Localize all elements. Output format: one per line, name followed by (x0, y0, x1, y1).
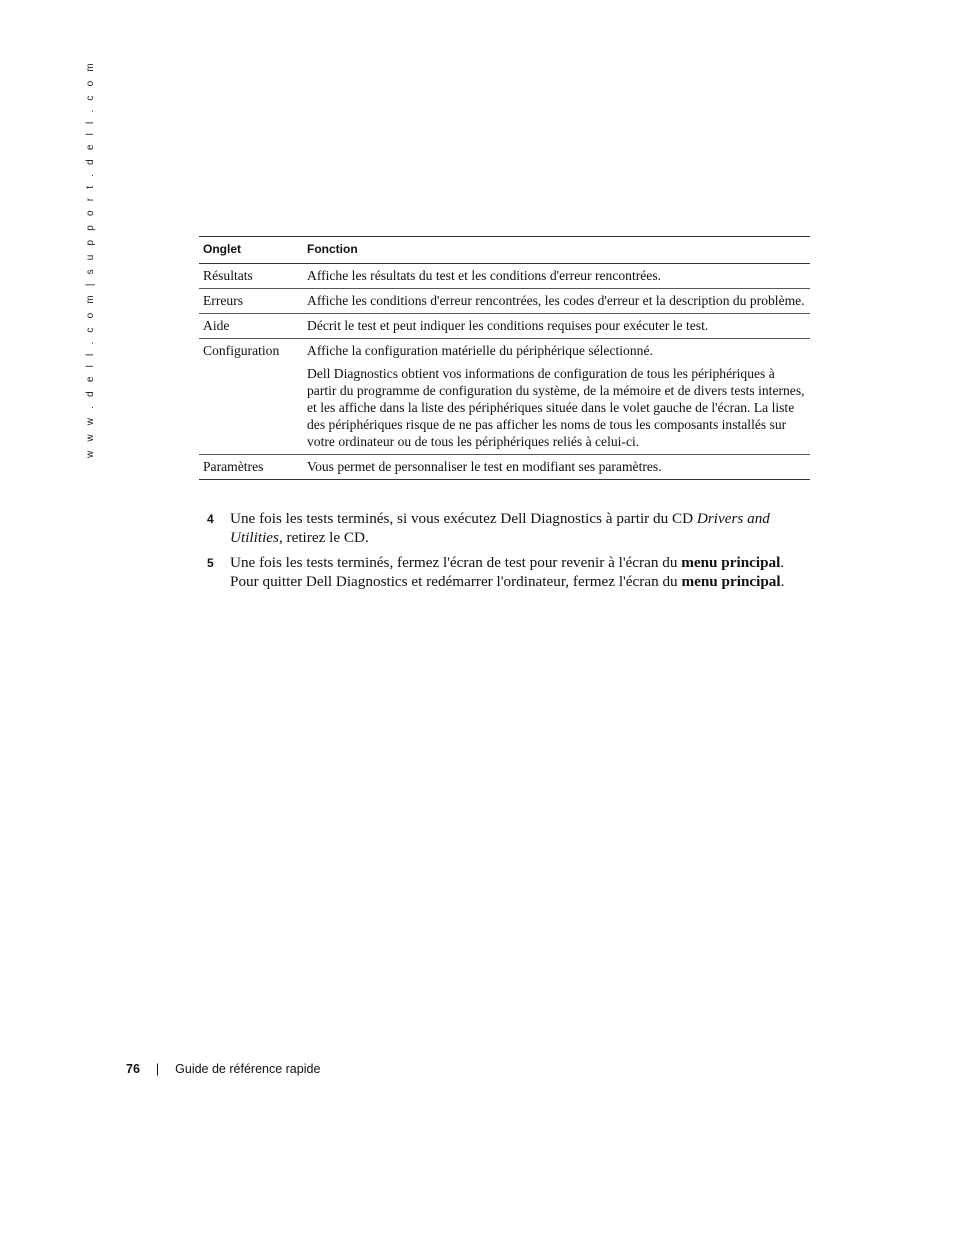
row-tab-aide: Aide (199, 314, 303, 339)
step-text: Une fois les tests terminés, fermez l'écran de test pour revenir à l'écran du (230, 554, 682, 571)
table-row (199, 289, 810, 314)
table-row (199, 264, 810, 289)
document-title: Guide de référence rapide (175, 1062, 321, 1076)
table-header-row (199, 237, 810, 264)
function-paragraph: Affiche les résultats du test et les conditions d'erreur rencontrées. (307, 268, 662, 283)
menu-term: menu principal (681, 554, 781, 571)
page-footer (126, 1062, 320, 1076)
cd-title: Drivers and Utilities (230, 510, 770, 546)
function-paragraph: Décrit le test et peut indiquer les conditions requises pour exécuter le test. (307, 318, 709, 333)
row-function (303, 455, 810, 480)
table-row (199, 314, 810, 339)
function-table (199, 236, 810, 480)
function-paragraph: Vous permet de personnaliser le test en modifiant ses paramètres. (307, 459, 662, 474)
table-row (199, 339, 810, 455)
row-function (303, 289, 810, 314)
row-tab-configuration: Configuration (199, 339, 303, 455)
row-tab-erreurs: Erreurs (199, 289, 303, 314)
page-number: 76 (126, 1062, 140, 1076)
function-paragraph: Dell Diagnostics obtient vos informations de configuration de tous les périphériques à partir du programme de configuration du système, de la mémoire et de divers tests internes, et les affiche dans la liste des périphériques située dans le volet gauche de l'écran. La liste des périphériques risque de ne pas afficher les noms de tous les composants installés sur votre ordinateur ou de tous les périphériques reliés à celui-ci. (307, 366, 805, 449)
step-number: 4 (207, 512, 214, 526)
step-number: 5 (207, 556, 214, 570)
header-function: Fonction (303, 237, 810, 264)
row-function (303, 314, 810, 339)
table-row (199, 455, 810, 480)
side-url-text: w w w . d e l l . c o m | s u p p o r t . d e l l . c o m (85, 60, 96, 458)
header-tab: Onglet (199, 237, 303, 264)
function-paragraph: Affiche les conditions d'erreur rencontrées, les codes d'erreur et la description du problème. (307, 293, 805, 308)
step-text: , retirez le CD. (278, 529, 369, 546)
step-5 (207, 553, 807, 591)
step-text: . (780, 573, 785, 590)
step-text: Une fois les tests terminés, si vous exécutez Dell Diagnostics à partir du CD (230, 510, 697, 527)
row-function (303, 339, 810, 455)
function-paragraph: Affiche la configuration matérielle du périphérique sélectionné. (307, 343, 653, 358)
step-4 (207, 509, 807, 547)
menu-term: menu principal (681, 573, 781, 590)
steps-list (207, 509, 807, 597)
step-text: . Pour quitter Dell Diagnostics et redémarrer l'ordinateur, fermez l'écran du (230, 554, 785, 590)
footer-separator: | (155, 1062, 160, 1076)
row-tab-parametres: Paramètres (199, 455, 303, 480)
row-tab-resultats: Résultats (199, 264, 303, 289)
row-function (303, 264, 810, 289)
